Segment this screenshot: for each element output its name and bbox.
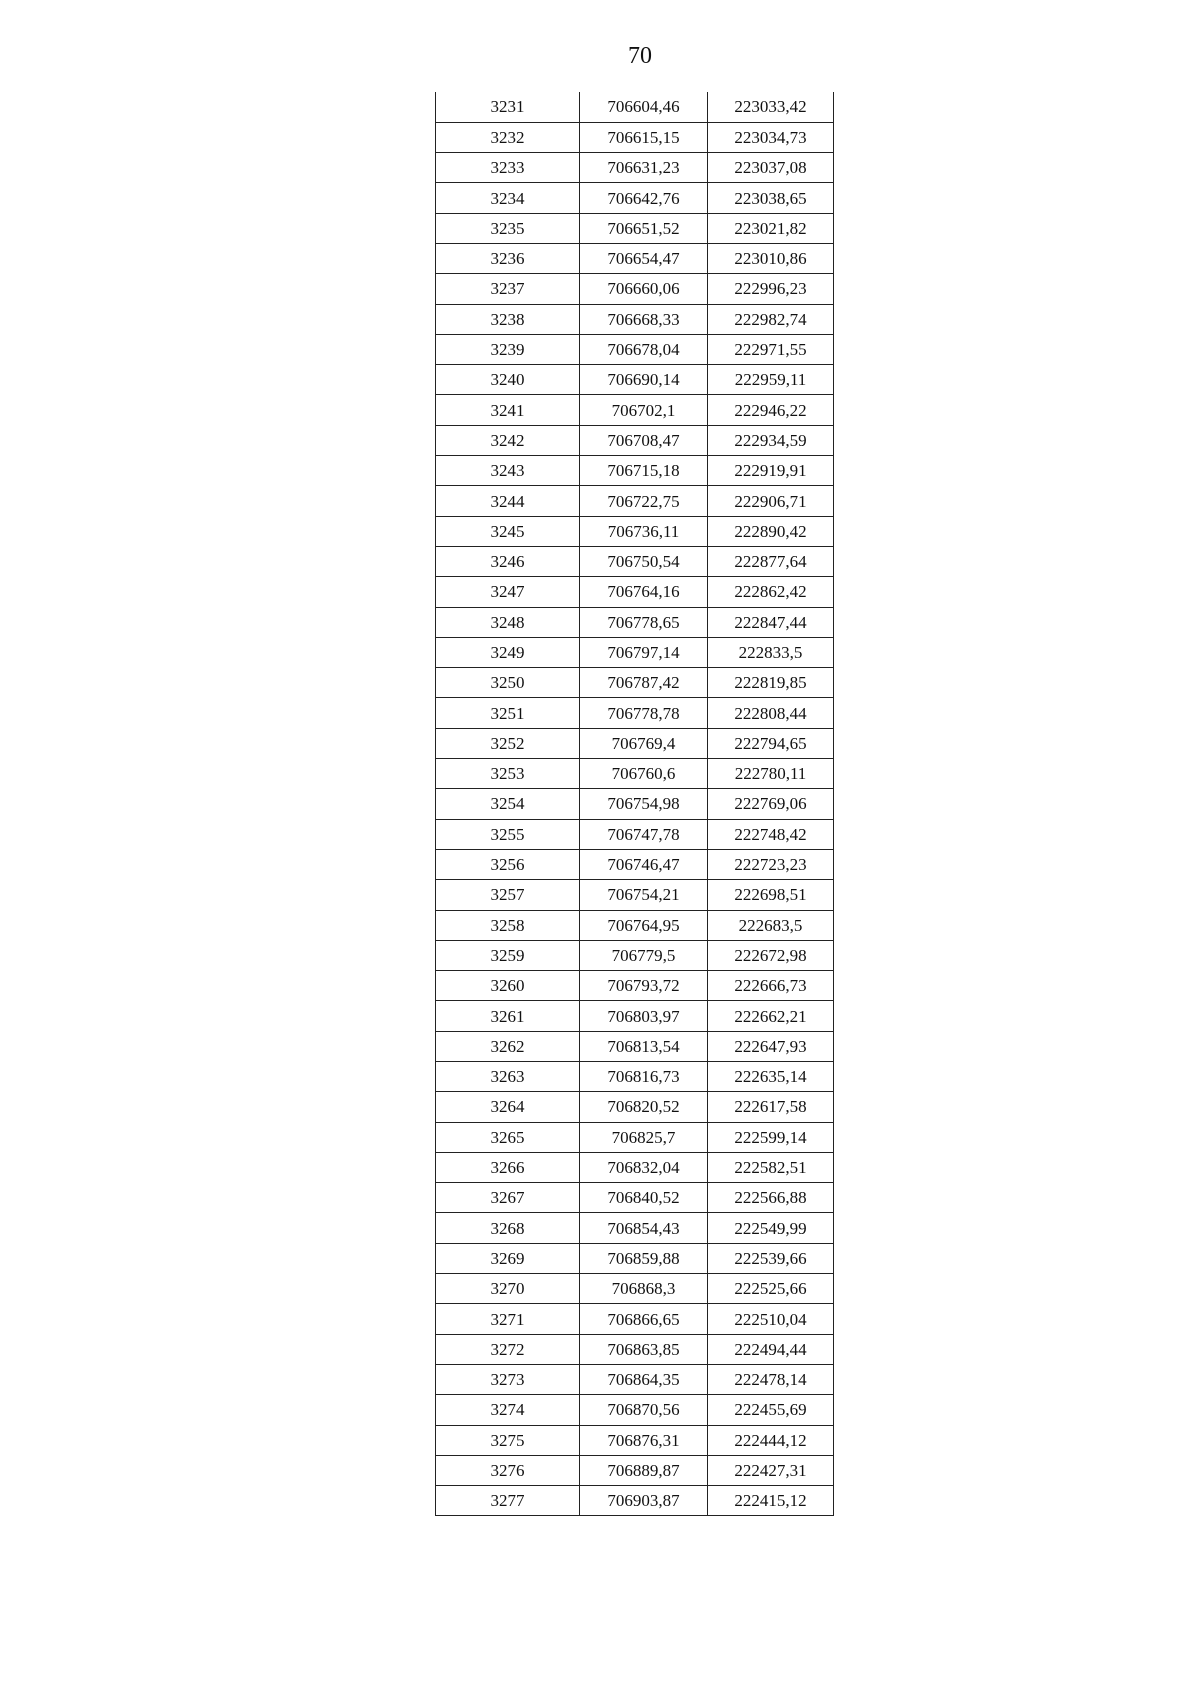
table-row — [436, 1152, 834, 1182]
x-coordinate-cell: 706816,73 — [580, 1062, 708, 1092]
y-coordinate-cell: 223037,08 — [708, 153, 834, 183]
table-row — [436, 668, 834, 698]
table-row — [436, 304, 834, 334]
x-coordinate-cell: 706668,33 — [580, 304, 708, 334]
y-coordinate-cell: 222934,59 — [708, 425, 834, 455]
point-number-cell: 3231 — [436, 92, 580, 122]
y-coordinate-cell: 223038,65 — [708, 183, 834, 213]
x-coordinate-cell: 706690,14 — [580, 365, 708, 395]
y-coordinate-cell: 222478,14 — [708, 1364, 834, 1394]
y-coordinate-cell: 222982,74 — [708, 304, 834, 334]
x-coordinate-cell: 706708,47 — [580, 425, 708, 455]
y-coordinate-cell: 222666,73 — [708, 971, 834, 1001]
y-coordinate-cell: 222494,44 — [708, 1334, 834, 1364]
table-row — [436, 1425, 834, 1455]
table-row — [436, 1183, 834, 1213]
point-number-cell: 3260 — [436, 971, 580, 1001]
x-coordinate-cell: 706750,54 — [580, 546, 708, 576]
table-row — [436, 153, 834, 183]
coordinates-table-body — [436, 92, 834, 1516]
page-number: 70 — [628, 43, 652, 69]
x-coordinate-cell: 706615,15 — [580, 122, 708, 152]
y-coordinate-cell: 223021,82 — [708, 213, 834, 243]
x-coordinate-cell: 706736,11 — [580, 516, 708, 546]
table-row — [436, 1455, 834, 1485]
y-coordinate-cell: 222833,5 — [708, 637, 834, 667]
point-number-cell: 3264 — [436, 1092, 580, 1122]
y-coordinate-cell: 222819,85 — [708, 668, 834, 698]
point-number-cell: 3233 — [436, 153, 580, 183]
point-number-cell: 3252 — [436, 728, 580, 758]
x-coordinate-cell: 706660,06 — [580, 274, 708, 304]
y-coordinate-cell: 222780,11 — [708, 759, 834, 789]
point-number-cell: 3257 — [436, 880, 580, 910]
point-number-cell: 3266 — [436, 1152, 580, 1182]
point-number-cell: 3247 — [436, 577, 580, 607]
table-row — [436, 971, 834, 1001]
x-coordinate-cell: 706746,47 — [580, 849, 708, 879]
x-coordinate-cell: 706779,5 — [580, 940, 708, 970]
x-coordinate-cell: 706715,18 — [580, 456, 708, 486]
x-coordinate-cell: 706866,65 — [580, 1304, 708, 1334]
y-coordinate-cell: 223033,42 — [708, 92, 834, 122]
table-row — [436, 395, 834, 425]
y-coordinate-cell: 222662,21 — [708, 1001, 834, 1031]
y-coordinate-cell: 222455,69 — [708, 1395, 834, 1425]
y-coordinate-cell: 222510,04 — [708, 1304, 834, 1334]
x-coordinate-cell: 706678,04 — [580, 334, 708, 364]
y-coordinate-cell: 222890,42 — [708, 516, 834, 546]
y-coordinate-cell: 222906,71 — [708, 486, 834, 516]
table-row — [436, 122, 834, 152]
point-number-cell: 3258 — [436, 910, 580, 940]
x-coordinate-cell: 706778,78 — [580, 698, 708, 728]
point-number-cell: 3251 — [436, 698, 580, 728]
x-coordinate-cell: 706642,76 — [580, 183, 708, 213]
table-row — [436, 1395, 834, 1425]
point-number-cell: 3263 — [436, 1062, 580, 1092]
y-coordinate-cell: 222769,06 — [708, 789, 834, 819]
y-coordinate-cell: 222427,31 — [708, 1455, 834, 1485]
point-number-cell: 3248 — [436, 607, 580, 637]
y-coordinate-cell: 222617,58 — [708, 1092, 834, 1122]
x-coordinate-cell: 706876,31 — [580, 1425, 708, 1455]
x-coordinate-cell: 706604,46 — [580, 92, 708, 122]
x-coordinate-cell: 706825,7 — [580, 1122, 708, 1152]
table-row — [436, 334, 834, 364]
table-row — [436, 607, 834, 637]
x-coordinate-cell: 706868,3 — [580, 1274, 708, 1304]
x-coordinate-cell: 706787,42 — [580, 668, 708, 698]
point-number-cell: 3267 — [436, 1183, 580, 1213]
point-number-cell: 3232 — [436, 122, 580, 152]
y-coordinate-cell: 222862,42 — [708, 577, 834, 607]
y-coordinate-cell: 222723,23 — [708, 849, 834, 879]
table-row — [436, 516, 834, 546]
point-number-cell: 3269 — [436, 1243, 580, 1273]
x-coordinate-cell: 706832,04 — [580, 1152, 708, 1182]
point-number-cell: 3254 — [436, 789, 580, 819]
point-number-cell: 3259 — [436, 940, 580, 970]
x-coordinate-cell: 706631,23 — [580, 153, 708, 183]
coordinates-table — [435, 92, 834, 1516]
point-number-cell: 3275 — [436, 1425, 580, 1455]
point-number-cell: 3250 — [436, 668, 580, 698]
table-row — [436, 365, 834, 395]
x-coordinate-cell: 706859,88 — [580, 1243, 708, 1273]
point-number-cell: 3270 — [436, 1274, 580, 1304]
point-number-cell: 3244 — [436, 486, 580, 516]
y-coordinate-cell: 223034,73 — [708, 122, 834, 152]
y-coordinate-cell: 222415,12 — [708, 1486, 834, 1516]
x-coordinate-cell: 706702,1 — [580, 395, 708, 425]
x-coordinate-cell: 706754,98 — [580, 789, 708, 819]
table-row — [436, 1092, 834, 1122]
point-number-cell: 3268 — [436, 1213, 580, 1243]
point-number-cell: 3235 — [436, 213, 580, 243]
y-coordinate-cell: 222444,12 — [708, 1425, 834, 1455]
x-coordinate-cell: 706722,75 — [580, 486, 708, 516]
table-row — [436, 456, 834, 486]
table-row — [436, 728, 834, 758]
table-row — [436, 425, 834, 455]
y-coordinate-cell: 222971,55 — [708, 334, 834, 364]
table-row — [436, 546, 834, 576]
y-coordinate-cell: 222748,42 — [708, 819, 834, 849]
x-coordinate-cell: 706747,78 — [580, 819, 708, 849]
point-number-cell: 3237 — [436, 274, 580, 304]
y-coordinate-cell: 222959,11 — [708, 365, 834, 395]
x-coordinate-cell: 706778,65 — [580, 607, 708, 637]
point-number-cell: 3271 — [436, 1304, 580, 1334]
table-row — [436, 910, 834, 940]
table-row — [436, 789, 834, 819]
y-coordinate-cell: 222847,44 — [708, 607, 834, 637]
table-row — [436, 92, 834, 122]
table-row — [436, 1031, 834, 1061]
y-coordinate-cell: 222566,88 — [708, 1183, 834, 1213]
table-row — [436, 1213, 834, 1243]
table-row — [436, 940, 834, 970]
x-coordinate-cell: 706889,87 — [580, 1455, 708, 1485]
point-number-cell: 3240 — [436, 365, 580, 395]
x-coordinate-cell: 706820,52 — [580, 1092, 708, 1122]
table-row — [436, 1304, 834, 1334]
y-coordinate-cell: 222525,66 — [708, 1274, 834, 1304]
table-row — [436, 1122, 834, 1152]
y-coordinate-cell: 222582,51 — [708, 1152, 834, 1182]
x-coordinate-cell: 706754,21 — [580, 880, 708, 910]
y-coordinate-cell: 222599,14 — [708, 1122, 834, 1152]
y-coordinate-cell: 222549,99 — [708, 1213, 834, 1243]
table-row — [436, 243, 834, 273]
x-coordinate-cell: 706760,6 — [580, 759, 708, 789]
y-coordinate-cell: 222647,93 — [708, 1031, 834, 1061]
point-number-cell: 3236 — [436, 243, 580, 273]
y-coordinate-cell: 222808,44 — [708, 698, 834, 728]
point-number-cell: 3272 — [436, 1334, 580, 1364]
y-coordinate-cell: 222919,91 — [708, 456, 834, 486]
x-coordinate-cell: 706803,97 — [580, 1001, 708, 1031]
y-coordinate-cell: 222635,14 — [708, 1062, 834, 1092]
table-row — [436, 577, 834, 607]
point-number-cell: 3253 — [436, 759, 580, 789]
point-number-cell: 3243 — [436, 456, 580, 486]
point-number-cell: 3239 — [436, 334, 580, 364]
point-number-cell: 3273 — [436, 1364, 580, 1394]
table-row — [436, 1062, 834, 1092]
point-number-cell: 3265 — [436, 1122, 580, 1152]
y-coordinate-cell: 222683,5 — [708, 910, 834, 940]
x-coordinate-cell: 706654,47 — [580, 243, 708, 273]
x-coordinate-cell: 706840,52 — [580, 1183, 708, 1213]
point-number-cell: 3276 — [436, 1455, 580, 1485]
point-number-cell: 3241 — [436, 395, 580, 425]
point-number-cell: 3246 — [436, 546, 580, 576]
x-coordinate-cell: 706813,54 — [580, 1031, 708, 1061]
x-coordinate-cell: 706863,85 — [580, 1334, 708, 1364]
y-coordinate-cell: 222698,51 — [708, 880, 834, 910]
point-number-cell: 3245 — [436, 516, 580, 546]
y-coordinate-cell: 222996,23 — [708, 274, 834, 304]
table-row — [436, 274, 834, 304]
x-coordinate-cell: 706903,87 — [580, 1486, 708, 1516]
x-coordinate-cell: 706764,16 — [580, 577, 708, 607]
x-coordinate-cell: 706769,4 — [580, 728, 708, 758]
table-row — [436, 880, 834, 910]
table-row — [436, 183, 834, 213]
x-coordinate-cell: 706870,56 — [580, 1395, 708, 1425]
x-coordinate-cell: 706793,72 — [580, 971, 708, 1001]
point-number-cell: 3255 — [436, 819, 580, 849]
table-row — [436, 1274, 834, 1304]
table-row — [436, 819, 834, 849]
table-row — [436, 213, 834, 243]
table-row — [436, 1001, 834, 1031]
y-coordinate-cell: 222672,98 — [708, 940, 834, 970]
point-number-cell: 3277 — [436, 1486, 580, 1516]
point-number-cell: 3242 — [436, 425, 580, 455]
y-coordinate-cell: 223010,86 — [708, 243, 834, 273]
point-number-cell: 3234 — [436, 183, 580, 213]
x-coordinate-cell: 706797,14 — [580, 637, 708, 667]
y-coordinate-cell: 222539,66 — [708, 1243, 834, 1273]
table-row — [436, 1334, 834, 1364]
x-coordinate-cell: 706864,35 — [580, 1364, 708, 1394]
y-coordinate-cell: 222877,64 — [708, 546, 834, 576]
x-coordinate-cell: 706651,52 — [580, 213, 708, 243]
y-coordinate-cell: 222794,65 — [708, 728, 834, 758]
point-number-cell: 3238 — [436, 304, 580, 334]
table-row — [436, 849, 834, 879]
point-number-cell: 3261 — [436, 1001, 580, 1031]
y-coordinate-cell: 222946,22 — [708, 395, 834, 425]
table-row — [436, 1243, 834, 1273]
table-row — [436, 1486, 834, 1516]
x-coordinate-cell: 706854,43 — [580, 1213, 708, 1243]
table-row — [436, 1364, 834, 1394]
table-row — [436, 759, 834, 789]
point-number-cell: 3256 — [436, 849, 580, 879]
table-row — [436, 637, 834, 667]
x-coordinate-cell: 706764,95 — [580, 910, 708, 940]
point-number-cell: 3262 — [436, 1031, 580, 1061]
point-number-cell: 3249 — [436, 637, 580, 667]
table-row — [436, 486, 834, 516]
point-number-cell: 3274 — [436, 1395, 580, 1425]
table-row — [436, 698, 834, 728]
